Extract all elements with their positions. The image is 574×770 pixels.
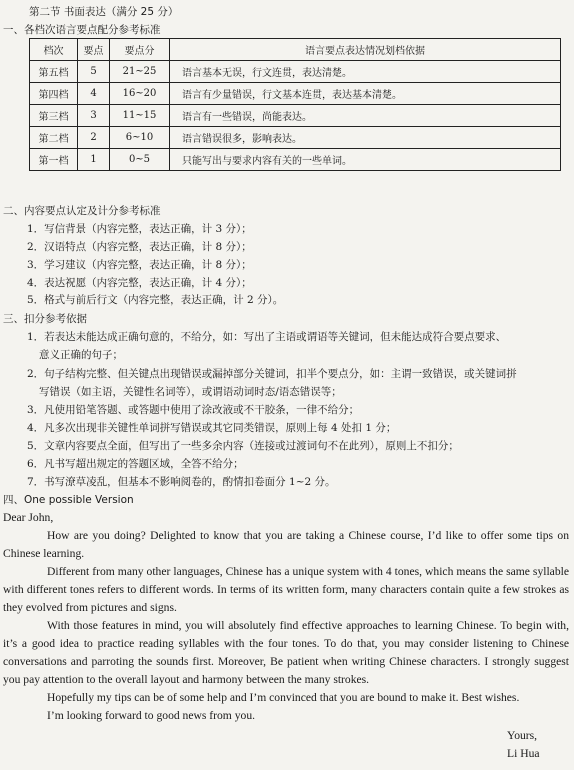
part3-title: 三、扣分参考依据 — [3, 313, 87, 325]
letter-paragraph: Hopefully my tips can be of some help and I’m convinced that you are bound to make it. Best wishes. — [47, 691, 520, 704]
grading-table — [29, 38, 561, 171]
cell-level: 第三档 — [30, 105, 78, 127]
deduction-item: 2．句子结构完整、但关键点出现错误或漏掉部分关键词，扣半个要点分，如：主谓一致错误，或关键词拼 — [27, 368, 517, 380]
cell-level: 第一档 — [30, 149, 78, 171]
cell-score: 6~10 — [110, 127, 170, 149]
table-row — [30, 83, 561, 105]
deduction-item-continued: 意义正确的句子； — [39, 349, 123, 361]
col-header-level: 档次 — [30, 39, 78, 61]
deduction-item: 3．凡使用铅笔答题、或答题中使用了涂改液或不干胶条，一律不给分； — [27, 404, 360, 416]
deduction-item: 4．凡多次出现非关键性单词拼写错误或其它同类错误，原则上每 4 处扣 1 分； — [27, 422, 397, 434]
letter-signature: Li Hua — [507, 747, 540, 760]
letter-paragraph: How are you doing? Delighted to know that you are taking a Chinese course, I’d like to offer some tips on Chinese learning. — [3, 529, 569, 560]
cell-points: 4 — [78, 83, 110, 105]
letter-paragraph: I’m looking forward to good news from you. — [47, 709, 256, 722]
deduction-item: 1．若表达未能达成正确句意的，不给分，如：写出了主语或谓语等关键词，但未能达成符合要点要求、 — [27, 331, 507, 343]
section-heading: 第二节 书面表达（满分 25 分） — [29, 6, 179, 18]
cell-points: 2 — [78, 127, 110, 149]
col-header-points: 要点 — [78, 39, 110, 61]
cell-criteria: 语言有一些错误，尚能表达。 — [170, 105, 561, 127]
cell-points: 1 — [78, 149, 110, 171]
cell-points: 3 — [78, 105, 110, 127]
letter-closing: Yours, — [507, 729, 538, 742]
deduction-item: 5．文章内容要点全面，但写出了一些多余内容（连接或过渡词句不在此列），原则上不扣分； — [27, 440, 459, 452]
cell-criteria: 只能写出与要求内容有关的一些单词。 — [170, 149, 561, 171]
deduction-item: 7．书写潦草凌乱，但基本不影响阅卷的，酌情扣卷面分 1~2 分。 — [27, 476, 336, 488]
letter-paragraph: Different from many other languages, Chinese has a unique system with 4 tones, which means the same syllable with different tones refers to different words. In terms of its written form, many characters contain quite a few strokes as they evolved from pictures and signs. — [3, 565, 569, 614]
cell-points: 5 — [78, 61, 110, 83]
cell-criteria: 语言错误很多，影响表达。 — [170, 127, 561, 149]
content-point-item: 5．格式与前后行文（内容完整，表达正确，计 2 分）。 — [27, 294, 284, 306]
cell-level: 第五档 — [30, 61, 78, 83]
table-row — [30, 149, 561, 171]
table-row — [30, 127, 561, 149]
deduction-item-continued: 写错误（如主语，关键性名词等），或谓语动词时态/语态错误等； — [39, 386, 342, 398]
content-point-item: 2．汉语特点（内容完整，表达正确，计 8 分）； — [27, 241, 252, 253]
cell-score: 16~20 — [110, 83, 170, 105]
table-row — [30, 61, 561, 83]
cell-score: 21~25 — [110, 61, 170, 83]
part2-title: 二、内容要点认定及计分参考标准 — [3, 205, 161, 217]
table-row — [30, 105, 561, 127]
letter-greeting: Dear John, — [3, 511, 54, 524]
deduction-item: 6．凡书写超出规定的答题区域，全答不给分； — [27, 458, 244, 470]
content-point-item: 1．写信背景（内容完整，表达正确，计 3 分）； — [27, 223, 252, 235]
part1-title: 一、各档次语言要点配分参考标准 — [3, 24, 161, 36]
content-point-item: 4．表达祝愿（内容完整，表达正确，计 4 分）； — [27, 277, 252, 289]
cell-score: 11~15 — [110, 105, 170, 127]
cell-score: 0~5 — [110, 149, 170, 171]
col-header-criteria: 语言要点表达情况划档依据 — [170, 39, 561, 61]
cell-criteria: 语言有少量错误，行文基本连贯，表达基本清楚。 — [170, 83, 561, 105]
content-point-item: 3．学习建议（内容完整，表达正确，计 8 分）； — [27, 259, 252, 271]
part4-title: 四、One possible Version — [3, 494, 134, 506]
sample-letter — [3, 509, 569, 725]
cell-criteria: 语言基本无误，行文连贯，表达清楚。 — [170, 61, 561, 83]
table-header-row — [30, 39, 561, 61]
cell-level: 第二档 — [30, 127, 78, 149]
letter-paragraph: With those features in mind, you will absolutely find effective approaches to learning Chinese. To begin with, it’s a good idea to practice reading syllables with the four tones. To do that, you may consider listening to Chinese conversations and parroting the sounds first. Moreover, Be patient when writing Chinese characters. I strongly suggest you pay attention to the overall layout and harmony between the many strokes. — [3, 619, 569, 686]
cell-level: 第四档 — [30, 83, 78, 105]
col-header-score: 要点分 — [110, 39, 170, 61]
